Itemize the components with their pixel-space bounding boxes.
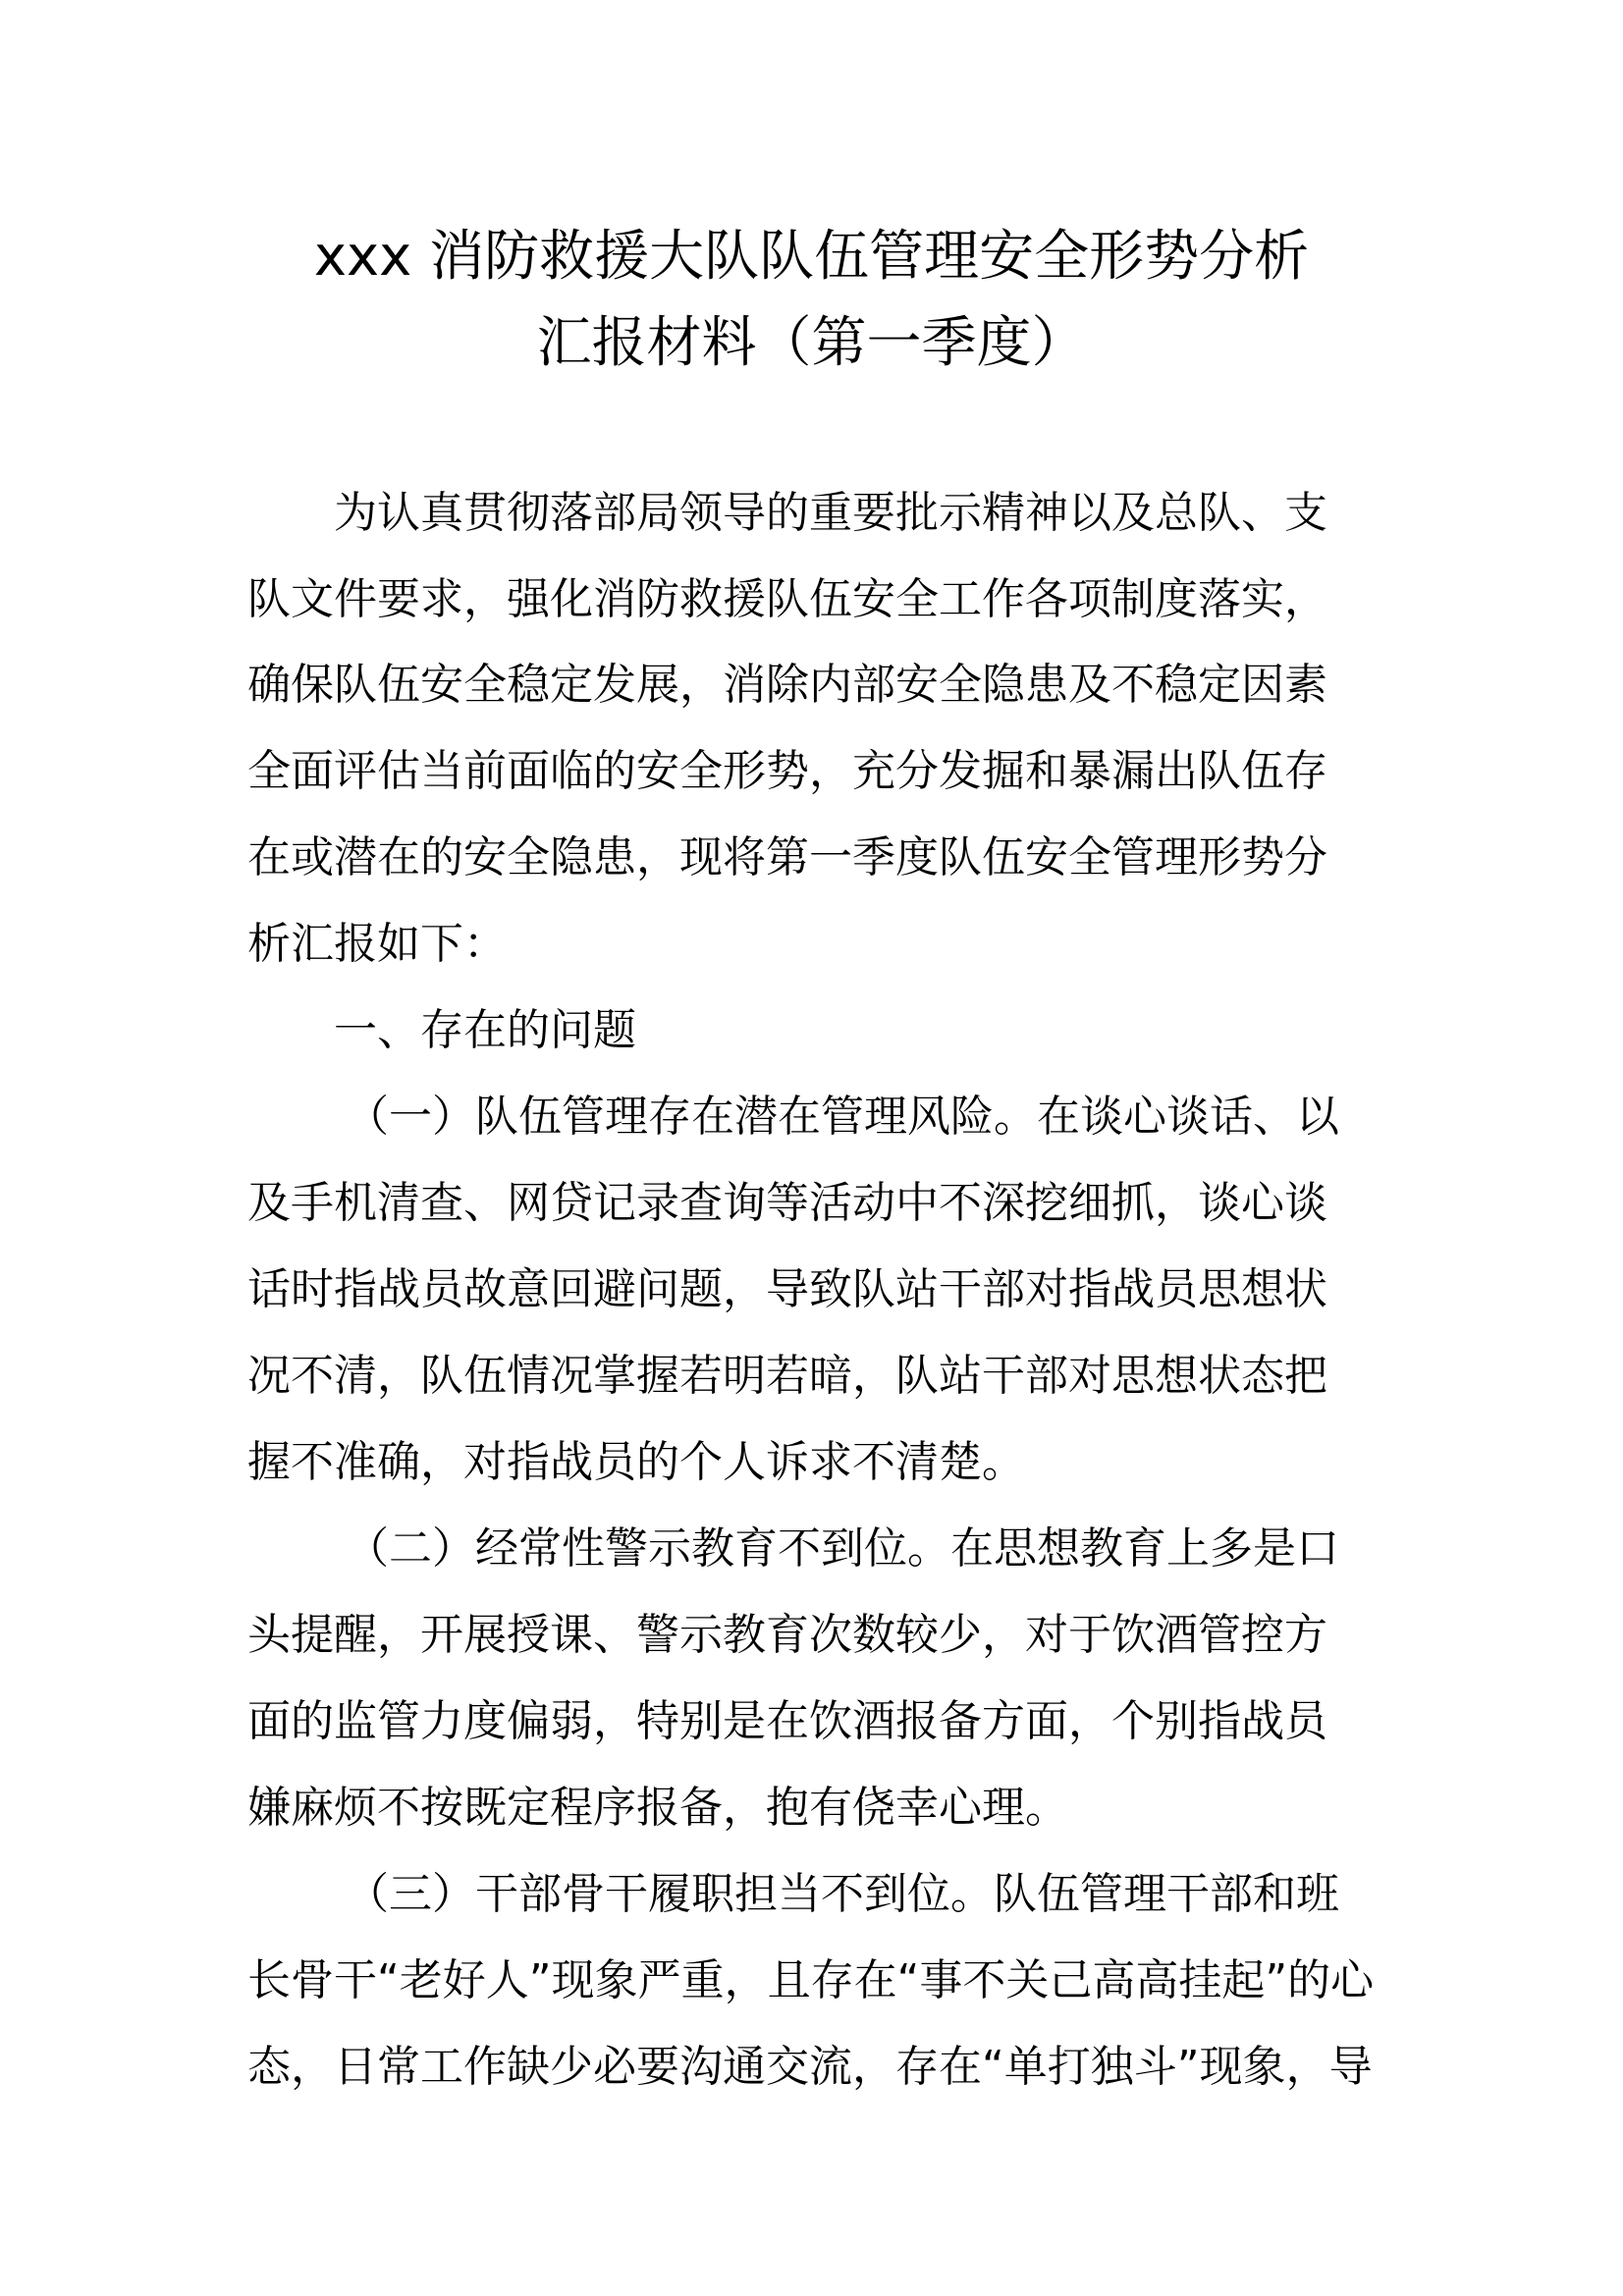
paragraph-line: 析汇报如下： xyxy=(247,919,507,969)
subsection-heading-line: （一）队伍管理存在潜在管理风险。在谈心谈话、以 xyxy=(346,1092,1339,1142)
paragraph-line: 长骨干“老好人”现象严重，且存在“事不关己高高挂起”的心 xyxy=(247,1955,1375,2005)
paragraph-line: 为认真贯彻落部局领导的重要批示精神以及总队、支 xyxy=(334,488,1327,538)
paragraph-line: 队文件要求，强化消防救援队伍安全工作各项制度落实， xyxy=(247,574,1327,624)
subsection-heading-line: （二）经常性警示教育不到位。在思想教育上多是口 xyxy=(346,1523,1339,1574)
paragraph-line: 面的监管力度偏弱，特别是在饮酒报备方面，个别指战员 xyxy=(247,1696,1327,1746)
paragraph-line: 话时指战员故意回避问题，导致队站干部对指战员思想状 xyxy=(247,1264,1327,1314)
paragraph-line: 嫌麻烦不按既定程序报备，抱有侥幸心理。 xyxy=(247,1783,1068,1833)
document-title-line-1: xxx 消防救援大队队伍管理安全形势分析 xyxy=(313,225,1310,289)
paragraph-line: 及手机清查、网贷记录查询等活动中不深挖细抓，谈心谈 xyxy=(247,1178,1327,1228)
paragraph-line: 全面评估当前面临的安全形势，充分发掘和暴漏出队伍存 xyxy=(247,746,1327,796)
paragraph-line: 确保队伍安全稳定发展，消除内部安全隐患及不稳定因素 xyxy=(247,660,1327,710)
paragraph-line: 在或潜在的安全隐患，现将第一季度队伍安全管理形势分 xyxy=(247,832,1327,882)
paragraph-line: 头提醒，开展授课、警示教育次数较少，对于饮酒管控方 xyxy=(247,1610,1327,1660)
document-title-line-2: 汇报材料（第一季度） xyxy=(536,311,1087,375)
paragraph-line: 态，日常工作缺少必要沟通交流，存在“单打独斗”现象，导 xyxy=(247,2042,1373,2092)
section-heading: 一、存在的问题 xyxy=(334,1005,636,1055)
subsection-heading-line: （三）干部骨干履职担当不到位。队伍管理干部和班 xyxy=(346,1869,1339,1919)
paragraph-line: 况不清，队伍情况掌握若明若暗，队站干部对思想状态把 xyxy=(247,1351,1327,1401)
paragraph-line: 握不准确，对指战员的个人诉求不清楚。 xyxy=(247,1437,1025,1487)
